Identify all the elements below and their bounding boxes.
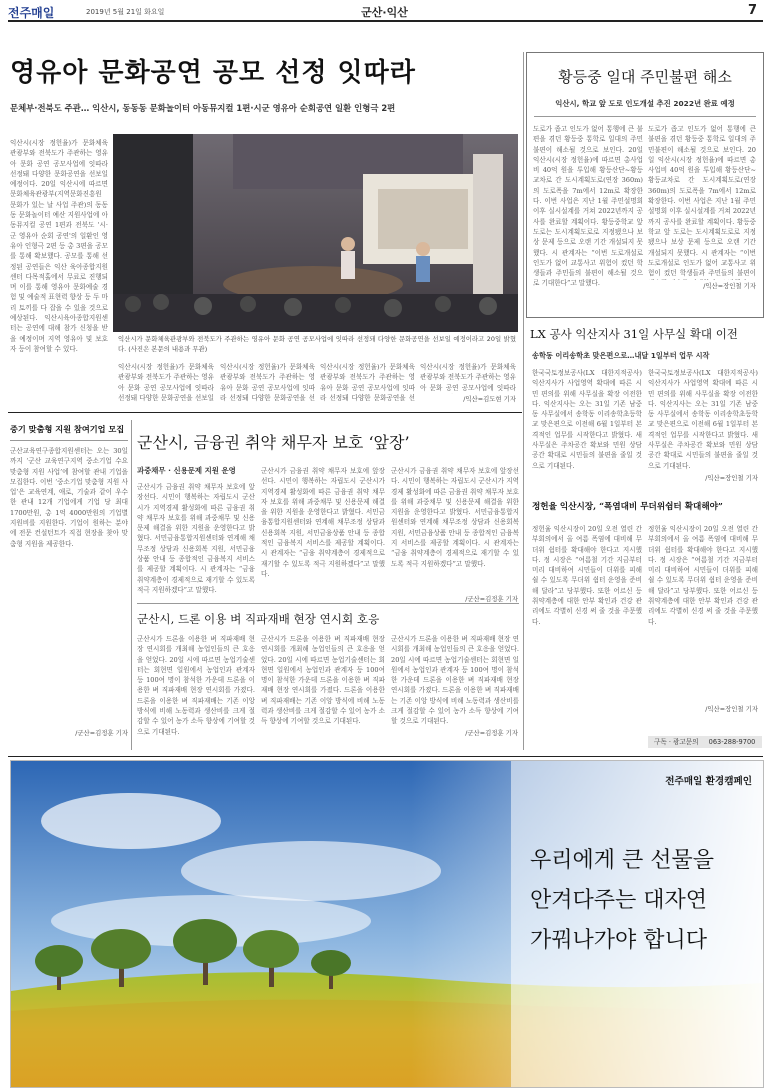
subscription-bar <box>648 736 762 748</box>
lead-body-col2: 익산시(시장 정헌율)가 문화체육관광부와 전북도가 주관하는 영유아 문화 공연 공모사업에 잇따라 선정돼 다양한 문화공연을 선보일 <box>118 363 214 402</box>
sinking-body-col2: 정헌율 익산시장이 20일 오전 열린 간부회의에서 올 여름 폭염에 대비해 무더위 쉼터를 확대해야 한다고 지시했다. 정 시장은 “여름철 기간 지금부터 미리 대비하여 시민들이 더위를 피해 쉴 수 있도록 무더위 쉼터 운영을 준비해 달라”고 당부했다. 또한 어르신 등 취약계층에 대한 안부 확인과 건강 관리에도 각별히 신경 써 줄 것을 주문했다. <box>648 525 758 626</box>
performance-photo-image <box>113 134 518 332</box>
sinking-body-col1: 정헌율 익산시장이 20일 오전 열린 간부회의에서 올 여름 폭염에 대비해 무더위 쉼터를 확대해야 한다고 지시했다. 정 시장은 “여름철 기간 지금부터 미리 대비하여 시민들이 더위를 피해 쉴 수 있도록 무더위 쉼터 운영을 준비해 달라”고 당부했다. 또한 어르신 등 취약계층에 대한 안부 확인과 건강 관리에도 각별히 신경 써 줄 것을 주문했다. <box>532 525 642 626</box>
subscription-phone[interactable]: 063-288-9700 <box>708 738 756 746</box>
sidebar-headline: 중기 맞춤형 지원 참여기업 모집 <box>10 424 125 434</box>
debt-body-col1: 군산시가 금융권 취약 채무자 보호에 앞장선다. 시민이 행복하는 자립도시 군산시가 지역경제 활성화에 따른 금융권 취약 채무자 보호를 위해 과중채무 및 신용문제 해결을 위한 지원을 운영한다고 밝혔다. 서민금융통합지원센터와 연계해 채무조정 상담과 신용회복 지원, 서민금융상품 안내 등 종합적인 금융복지 서비스를 제공할 계획이다. 시 관계자는 “금융 취약계층이 경제적으로 재기할 수 있도록 적극 지원하겠다”고 말했다. <box>137 483 255 594</box>
sidebar-body: 군산교육연구종합지원센터는 오는 30일까지 ‘군산 교육연구지역 중소기업 수요맞춤형 지원 사업’에 참여할 관내 기업을 모집한다. 이번 ‘중소기업 맞춤형 지원 사업’은 교육연계, 애로, 기술과 같이 우수한 관내 12개 기업에게 기업 당 최대 1700만원, 총 1억 4000만원의 기업별 지원비를 지원한다. 기업이 원하는 분야에 전문 컨설턴트가 직접 현장을 찾아 맞춤형 지원을 제공한다. <box>10 447 128 548</box>
ad-top-rule <box>8 756 763 757</box>
ad-slogan-line-2: 안겨다주는 대자연 <box>530 888 708 913</box>
lead-subhead: 문체부·전북도 주관… 익산시, 동동동 문화놀이터 아동뮤지컬 1편·시군 영유아 순회공연 일환 인형극 2편 <box>10 103 396 113</box>
lx-subhead: 송학동 이리송학초 맞은편으로…내달 1일부터 업무 시작 <box>532 351 710 360</box>
debt-headline: 군산시, 금융권 취약 채무자 보호 ‘앞장’ <box>137 433 410 452</box>
section-title: 군산·익산 <box>361 6 408 19</box>
lx-body-col2: 한국국토정보공사(LX 대한지적공사) 익산지사가 사업영역 확대에 따른 시민 편의를 위해 사무실을 확장 이전한다. 익산지사는 오는 31일 기존 남중동 사무실에서 송학동 이리송학초등학교 맞은편으로 이전해 6월 1일부터 본격적인 업무를 시작한다고 밝혔다. 새 사무실은 주차공간 확보와 민원 상담 공간 확대로 시민들의 불편을 줄일 것으로 기대된다. <box>648 369 758 470</box>
page-number: 7 <box>748 3 758 18</box>
drone-body-col2: 군산시가 드론을 이용한 벼 직파재배 현장 연시회를 개최해 농업인들의 큰 호응을 얻었다. 20일 시에 따르면 농업기술센터는 회현면 일원에서 농업인과 관계자 등 100여 명이 참석한 가운데 드론을 이용한 벼 직파재배 현장 연시회를 가졌다. 드론을 이용한 벼 직파재배는 기존 이앙 방식에 비해 노동력과 생산비를 크게 절감할 수 있어 농가 소득 향상에 기여할 것으로 기대된다. <box>261 635 385 726</box>
column-rule-right <box>523 52 524 750</box>
hwangdeung-byline: /익산=장인철 기자 <box>703 282 756 290</box>
hwangdeung-subhead: 익산시, 학교 앞 도로 인도개설 추진 2022년 완료 예정 <box>555 99 735 108</box>
ad-slogan-line-3: 가꿔나가야 합니다 <box>530 928 708 953</box>
ad-slogan-line-1: 우리에게 큰 선물을 <box>530 848 715 873</box>
debt-body-col3: 군산시가 금융권 취약 채무자 보호에 앞장선다. 시민이 행복하는 자립도시 군산시가 지역경제 활성화에 따른 금융권 취약 채무자 보호를 위해 과중채무 및 신용문제 해결을 위한 지원을 운영한다고 밝혔다. 서민금융통합지원센터와 연계해 채무조정 상담과 신용회복 지원, 서민금융상품 안내 등 종합적인 금융복지 서비스를 제공할 계획이다. 시 관계자는 “금융 취약계층이 경제적으로 재기할 수 있도록 적극 지원하겠다”고 말했다. <box>391 467 519 568</box>
debt-rule <box>137 603 519 604</box>
drone-body-col3: 군산시가 드론을 이용한 벼 직파재배 현장 연시회를 개최해 농업인들의 큰 호응을 얻었다. 20일 시에 따르면 농업기술센터는 회현면 일원에서 농업인과 관계자 등 100여 명이 참석한 가운데 드론을 이용한 벼 직파재배 현장 연시회를 가졌다. 드론을 이용한 벼 직파재배는 기존 이앙 방식에 비해 노동력과 생산비를 크게 절감할 수 있어 농가 소득 향상에 기여할 것으로 기대된다. <box>391 635 519 726</box>
masthead-rule <box>8 20 763 22</box>
drone-body-col1: 군산시가 드론을 이용한 벼 직파재배 현장 연시회를 개최해 농업인들의 큰 호응을 얻었다. 20일 시에 따르면 농업기술센터는 회현면 일원에서 농업인과 관계자 등 100여 명이 참석한 가운데 드론을 이용한 벼 직파재배 현장 연시회를 가졌다. 드론을 이용한 벼 직파재배는 기존 이앙 방식에 비해 노동력과 생산비를 크게 절감할 수 있어 농가 소득 향상에 기여할 것으로 기대된다. <box>137 635 255 736</box>
lead-body-col4: 익산시(시장 정헌율)가 문화체육관광부와 전북도가 주관하는 영유아 문화 공연 공모사업에 잇따라 선정돼 다양한 문화공연을 선 <box>320 363 415 402</box>
debt-byline: /군산=김정훈 기자 <box>465 595 518 603</box>
sidebar-rule <box>10 440 128 441</box>
ad-campaign-title: 전주매일 환경캠페인 <box>665 776 752 787</box>
lead-headline: 영유아 문화공연 공모 선정 잇따라 <box>10 58 416 88</box>
lx-body-col1: 한국국토정보공사(LX 대한지적공사) 익산지사가 사업영역 확대에 따른 시민 편의를 위해 사무실을 확장 이전한다. 익산지사는 오는 31일 기존 남중동 사무실에서 송학동 이리송학초등학교 맞은편으로 이전해 6월 1일부터 본격적인 업무를 시작한다고 밝혔다. 새 사무실은 주차공간 확보와 민원 상담 공간 확대로 시민들의 불편을 줄일 것으로 기대된다. <box>532 369 642 470</box>
lead-body-col5: 익산시(시장 정헌율)가 문화체육관광부와 전북도가 주관하는 영유아 문화 공연 공모사업에 잇따라 <box>420 363 516 392</box>
sinking-headline: 정헌율 익산시장, “폭염대비 무더위쉼터 확대해야” <box>532 502 723 512</box>
hwangdeung-rule <box>534 116 756 117</box>
lead-photo-caption: 익산시가 문화체육관광부와 전북도가 주관하는 영유아 문화 공연 공모사업에 잇따라 선정돼 다양한 문화공연을 선보일 예정이라고 20일 밝혔다. (사진은 본문의 내용과 무관) <box>118 335 516 353</box>
subscription-label: 구독 · 광고문의 <box>654 738 699 746</box>
hwangdeung-headline: 황등중 일대 주민불편 해소 <box>558 68 732 86</box>
lead-body-col3: 익산시(시장 정헌율)가 문화체육관광부와 전북도가 주관하는 영유아 문화 공연 공모사업에 잇따라 선정돼 다양한 문화공연을 선 <box>220 363 315 402</box>
lead-body-col1: 익산시(시장 정헌율)가 문화체육관광부와 전북도가 주관하는 영유아 문화 공연 공모사업에 잇따라 선정돼 다양한 문화공연을 선보일 예정이다. 20일 익산시에 따르면 문화체육관광부(지역문화진흥원 문화가 있는 날 사업 주관)의 동동동 문화놀이터 예산 지원사업에 아동뮤지컬 공연 1편과 전북도 '시·군 영유아 순회 공연'의 일환인 영유아 인형극 2편 등 총 3편을 공모를 통해 확보했다. 공모를 통해 선정된 공연들은 익산 육아종합지원센터 다목적홀에서 무료로 진행되며 이를 통해 영유아 문화예술 경험 및 예술적 표현력 향상 등 두 마리 토끼를 다 잡을 수 있을 것으로 예상된다. 익산시육아종합지원센터는 공연에 대해 참가 신청을 받을 예정이며 지역 영유아 및 보호자 등이 참여할 수 있다. <box>10 139 108 353</box>
hwangdeung-body-col1: 도로가 좁고 인도가 없어 통행에 큰 불편을 겪던 황등중 통학로 일대의 주민불편이 해소될 것으로 보인다. 20일 익산시(시장 정헌율)에 따르면 총사업비 40억 원을 투입해 황등산단~황등교차로 간 도시계획도로(연장 360m)의 도로폭을 7m에서 12m로 확장한다. 이번 사업은 지난 1월 주민설명회 이후 실시설계를 거쳐 2022년까지 공사를 완료할 계획이다. 황등중학교 앞 도로는 도시계획도로로 지정됐으나 보상 문제 등으로 오랜 기간 개설되지 못했다. 시 관계자는 “이번 도로개설로 인도가 없어 교통사고 위험이 컸던 학생들과 주민들의 불편이 해소될 것으로 기대한다”고 말했다. <box>533 125 643 288</box>
section-rule-left <box>8 412 522 413</box>
hwangdeung-body-col2: 도로가 좁고 인도가 없어 통행에 큰 불편을 겪던 황등중 통학로 일대의 주민불편이 해소될 것으로 보인다. 20일 익산시(시장 정헌율)에 따르면 총사업비 40억 원을 투입해 황등산단~황등교차로 간 도시계획도로(연장 360m)의 도로폭을 7m에서 12m로 확장한다. 이번 사업은 지난 1월 주민설명회 이후 실시설계를 거쳐 2022년까지 공사를 완료할 계획이다. 황등중학교 앞 도로는 도시계획도로로 지정됐으나 보상 문제 등으로 오랜 기간 개설되지 못했다. 시 관계자는 “이번 도로개설로 인도가 없어 교통사고 위험이 컸던 학생들과 주민들의 불편이 <box>648 125 756 278</box>
drone-byline: /군산=김정훈 기자 <box>465 729 518 737</box>
masthead-date: 2019년 5월 21일 화요일 <box>86 8 165 16</box>
drone-headline: 군산시, 드론 이용 벼 직파재배 현장 연시회 호응 <box>137 612 380 626</box>
masthead-logo: 전주매일 <box>8 6 55 20</box>
lx-headline: LX 공사 익산지사 31일 사무실 확대 이전 <box>530 327 738 341</box>
sidebar-byline: /군산=김정훈 기자 <box>75 729 128 737</box>
debt-subhead: 과중채무 · 신용문제 지원 운영 <box>137 466 236 475</box>
lead-byline: /익산=김도현 기자 <box>463 395 516 403</box>
sinking-byline: /익산=장인철 기자 <box>705 705 758 713</box>
debt-body-col2: 군산시가 금융권 취약 채무자 보호에 앞장선다. 시민이 행복하는 자립도시 군산시가 지역경제 활성화에 따른 금융권 취약 채무자 보호를 위해 과중채무 및 신용문제 해결을 위한 지원을 운영한다고 밝혔다. 서민금융통합지원센터와 연계해 채무조정 상담과 신용회복 지원, 서민금융상품 안내 등 종합적인 금융복지 서비스를 제공할 계획이다. 시 관계자는 “금융 취약계층이 경제적으로 재기할 수 있도록 적극 지원하겠다”고 말했다. <box>261 467 385 578</box>
sidebar-column-rule <box>131 420 132 750</box>
lead-photo <box>113 134 518 332</box>
lx-byline: /익산=장인철 기자 <box>705 474 758 482</box>
